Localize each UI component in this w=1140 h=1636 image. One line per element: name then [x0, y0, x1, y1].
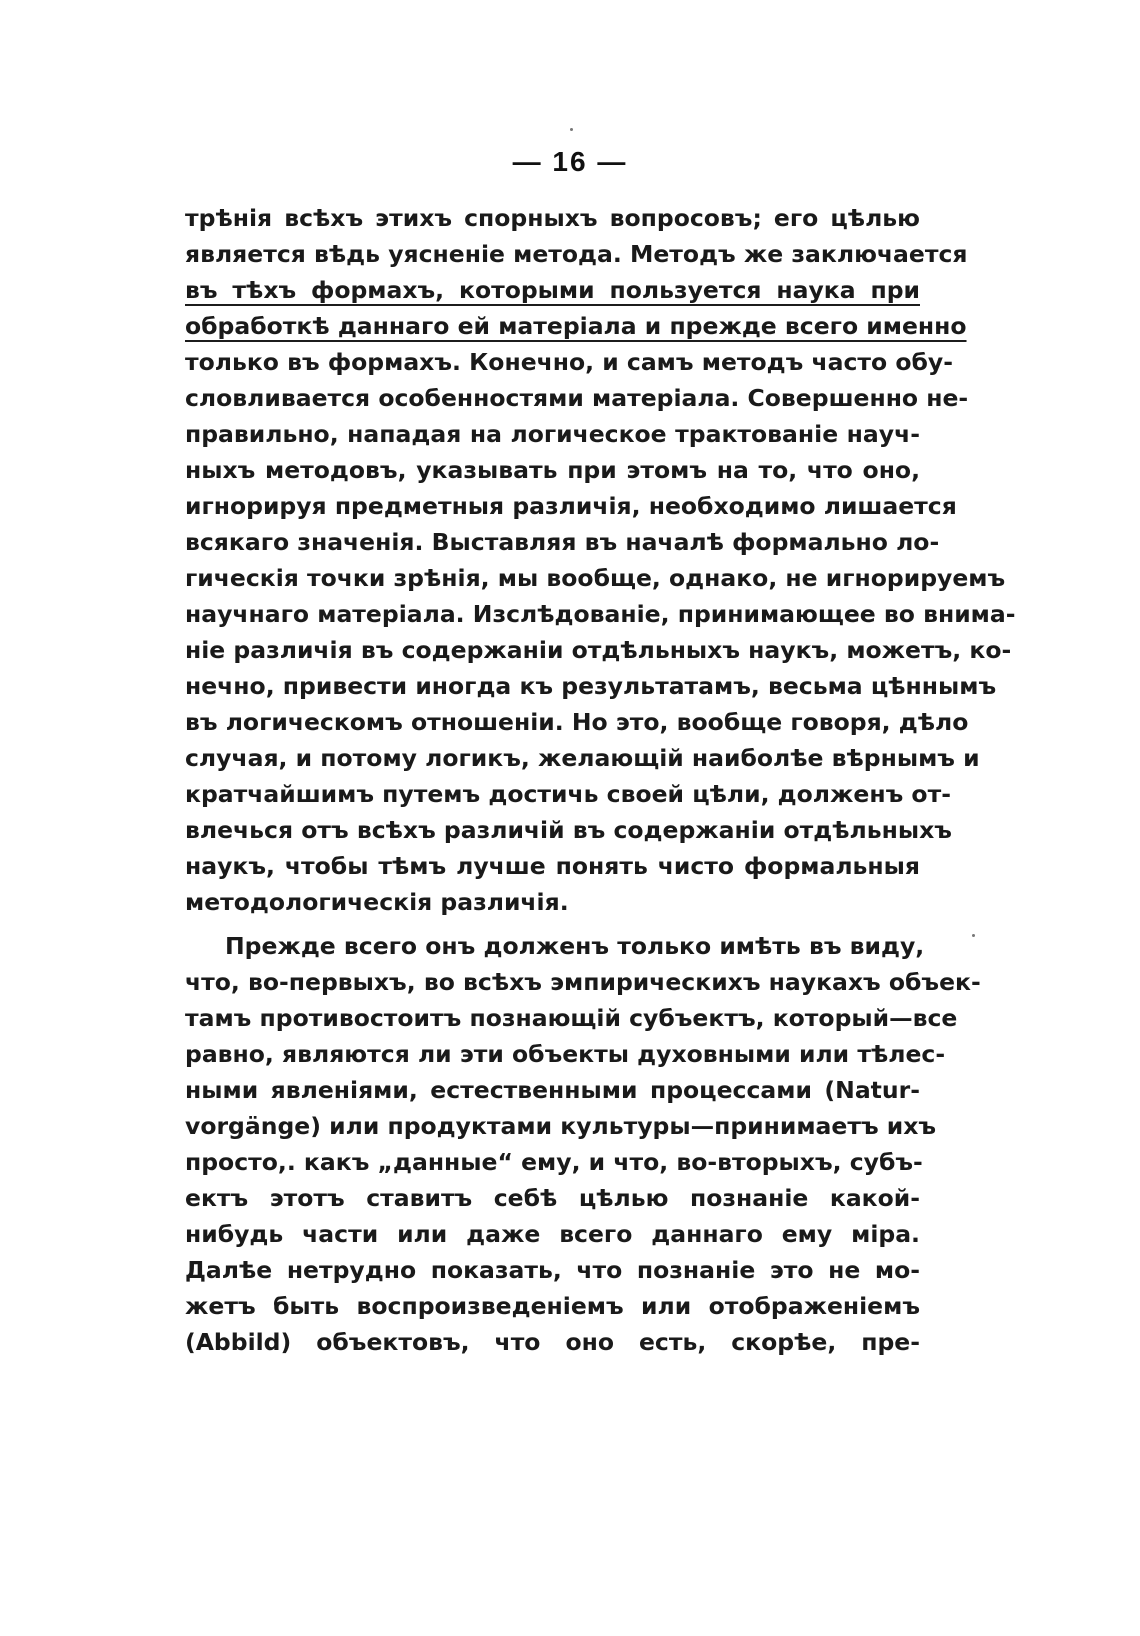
text-line: словливается особенностями матеріала. Совершенно не- — [185, 384, 969, 412]
text-line: наукъ, чтобы тѣмъ лучше понять чисто формальныя — [185, 852, 920, 880]
text-line: нечно, привести иногда къ результатамъ, весьма цѣннымъ — [185, 672, 997, 700]
text-line: методологическія различія. — [185, 888, 569, 916]
text-line: только въ формахъ. Конечно, и самъ методъ часто обу- — [185, 348, 953, 376]
text-line: Прежде всего онъ долженъ только имѣть въ виду, — [225, 932, 925, 960]
text-line: въ логическомъ отношеніи. Но это, вообще говоря, дѣло — [185, 708, 969, 736]
text-line: ными явленіями, естественными процессами (Natur- — [185, 1076, 920, 1104]
page-number: — 16 — — [512, 146, 628, 177]
text-line: нибудь части или даже всего даннаго ему міра. — [185, 1220, 920, 1248]
page-body — [185, 200, 1016, 1360]
text-line: научнаго матеріала. Изслѣдованіе, принимающее во внима- — [185, 600, 1016, 628]
scan-speck — [570, 128, 573, 131]
text-line: жетъ быть воспроизведеніемъ или отображеніемъ — [185, 1292, 920, 1320]
text-line: является вѣдь уясненіе метода. Методъ же заключается — [185, 240, 968, 268]
text-line: трѣнія всѣхъ этихъ спорныхъ вопросовъ; его цѣлью — [185, 204, 920, 232]
text-line: (Abbild) объектовъ, что оно есть, скорѣе, пре- — [185, 1328, 920, 1356]
text-line: тамъ противостоитъ познающій субъектъ, который—все — [185, 1004, 958, 1032]
underlined-text-line: обработкѣ даннаго ей матеріала и прежде всего именно — [185, 312, 967, 340]
text-line: vorgänge) или продуктами культуры—принимаетъ ихъ — [185, 1112, 937, 1140]
scan-speck — [972, 934, 975, 937]
text-line: всякаго значенія. Выставляя въ началѣ формально ло- — [185, 528, 940, 556]
paragraph-gap — [185, 920, 920, 928]
text-line: игнорируя предметныя различія, необходимо лишается — [185, 492, 957, 520]
text-line: случая, и потому логикъ, желающій наиболѣе вѣрнымъ и — [185, 744, 980, 772]
underlined-text-line: въ тѣхъ формахъ, которыми пользуется наука при — [185, 276, 920, 304]
text-line: гическія точки зрѣнія, мы вообще, однако, не игнорируемъ — [185, 564, 1006, 592]
text-line: Далѣе нетрудно показать, что познаніе это не мо- — [185, 1256, 920, 1284]
text-line: ныхъ методовъ, указывать при этомъ на то, что оно, — [185, 456, 920, 484]
text-line: ектъ этотъ ставитъ себѣ цѣлью познаніе какой- — [185, 1184, 920, 1212]
text-line: просто,. какъ „данные“ ему, и что, во-вторыхъ, субъ- — [185, 1148, 923, 1176]
text-line: влечься отъ всѣхъ различій въ содержаніи отдѣльныхъ — [185, 816, 952, 844]
text-line: что, во-первыхъ, во всѣхъ эмпирическихъ наукахъ объек- — [185, 968, 981, 996]
text-line: ніе различія въ содержаніи отдѣльныхъ наукъ, можетъ, ко- — [185, 636, 1012, 664]
text-line: равно, являются ли эти объекты духовными или тѣлес- — [185, 1040, 946, 1068]
text-line: правильно, нападая на логическое трактованіе науч- — [185, 420, 920, 448]
text-line: кратчайшимъ путемъ достичь своей цѣли, долженъ от- — [185, 780, 951, 808]
